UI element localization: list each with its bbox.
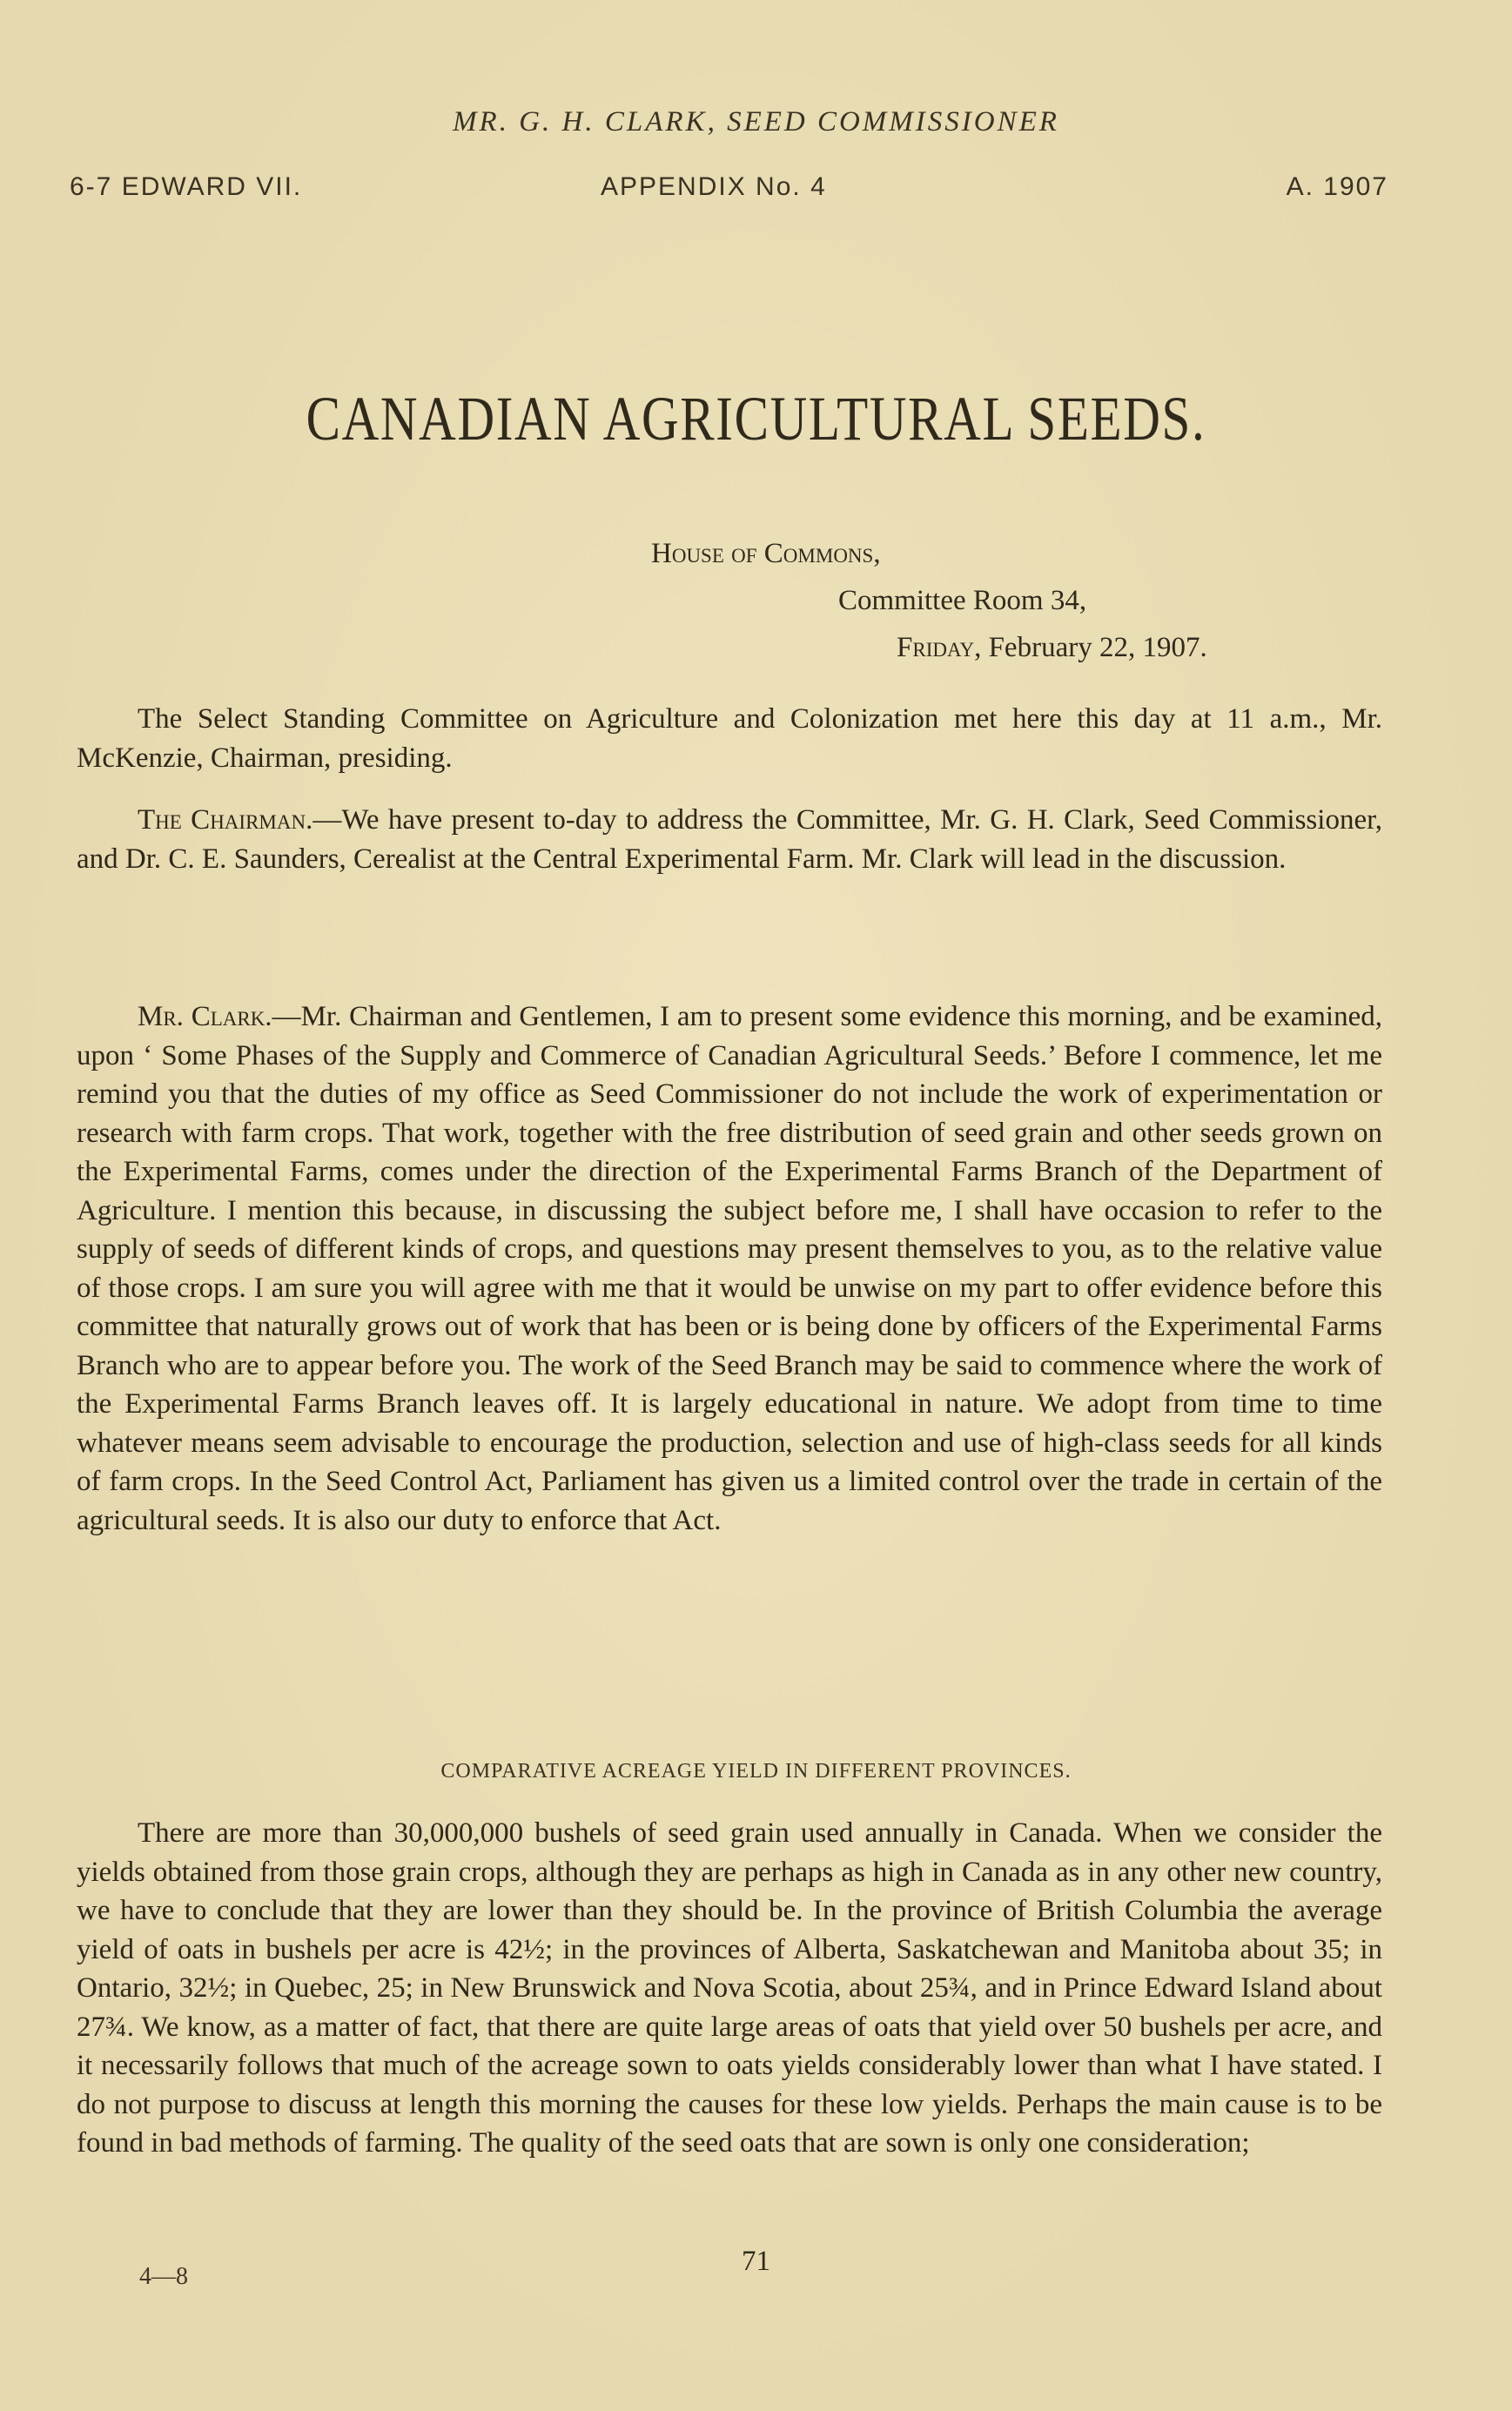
speaker-clark: Mr. Clark. [138,1001,272,1032]
page-header [70,172,1388,207]
running-head: MR. G. H. CLARK, SEED COMMISSIONER [453,106,1059,138]
paragraph-acreage-yield: There are more than 30,000,000 bushels of seed grain used annually in Canada. When we consider the yields obtained from those grain crops, although they are perhaps as high in Canada as in any other new country, we have to conclude that they are lower than they should be. In the province of British Columbia the average yield of oats in bushels per acre is 42½; in the provinces of Alberta, Saskatchewan and Manitoba about 35; in Ontario, 32½; in Quebec, 25; in New Brunswick and Nova Scotia, about 25¾, and in Prince Edward Island about 27¾. We know, as a matter of fact, that there are quite large areas of oats that yield over 50 bushels per acre, and it necessarily follows that much of the acreage sown to oats yields considerably lower than what I have stated. I do not purpose to discuss at length this morning the causes for these low yields. Perhaps the main cause is to be found in bad methods of farming. The quality of the seed oats that are sown is only one consideration; [77,1817,1382,2159]
paragraph-clark [77,997,1382,1540]
printer-signature: 4—8 [139,2263,188,2290]
dateline-date [897,632,1207,664]
dateline-full-date: February 22, 1907. [988,632,1207,663]
speaker-chairman: The Chairman. [138,804,313,836]
paragraph-meeting: The Select Standing Committee on Agriculture and Colonization met here this day at 11 a.m., Mr. McKenzie, Chairman, presiding. [77,703,1382,774]
header-session: 6-7 EDWARD VII. [70,172,303,201]
section-heading: COMPARATIVE ACREAGE YIELD IN DIFFERENT PROVINCES. [440,1760,1072,1783]
paragraph-chairman [77,801,1382,878]
dateline-day: Friday, [897,632,982,663]
chairman-remarks: —We have present to-day to address the Committee, Mr. G. H. Clark, Seed Commissioner, and Dr. C. E. Saunders, Cerealist at the Central Experimental Farm. Mr. Clark will lead in the discussion. [77,804,1383,875]
page-number: 71 [742,2246,770,2277]
clark-remarks: —Mr. Chairman and Gentlemen, I am to present some evidence this morning, and be examined, upon ‘ Some Phases of the Supply and Commerce of Canadian Agricultural Seeds.’ Before I commence, let me remind you that the duties of my office as Seed Commissioner do not include the work of experimentation or research with farm crops. That work, together with the free distribution of seed grain and other seeds grown on the Experimental Farms, comes under the direction of the Experimental Farms Branch of the Department of Agriculture. I mention this because, in discussing the subject before me, I shall have occasion to refer to the supply of seeds of different kinds of crops, and questions may present themselves to you, as to the relative value of those crops. I am sure you will agree with me that it would be unwise on my part to offer evidence before this committee that naturally grows out of work that has been or is being done by officers of the Experimental Farms Branch who are to appear before you. The work of the Seed Branch may be said to commence where the work of the Experimental Farms Branch leaves off. It is largely educational in nature. We adopt from time to time whatever means seem advisable to encourage the production, selection and use of high-class seeds for all kinds of farm crops. In the Seed Control Act, Parliament has given us a limited control over the trade in certain of the agricultural seeds. It is also our duty to enforce that Act. [77,1001,1382,1536]
header-appendix: APPENDIX No. 4 [601,172,827,201]
dateline-house: House of Commons, [651,538,881,569]
header-year: A. 1907 [1286,172,1388,201]
page-title: CANADIAN AGRICULTURAL SEEDS. [306,384,1206,453]
dateline-room: Committee Room 34, [838,585,1087,616]
